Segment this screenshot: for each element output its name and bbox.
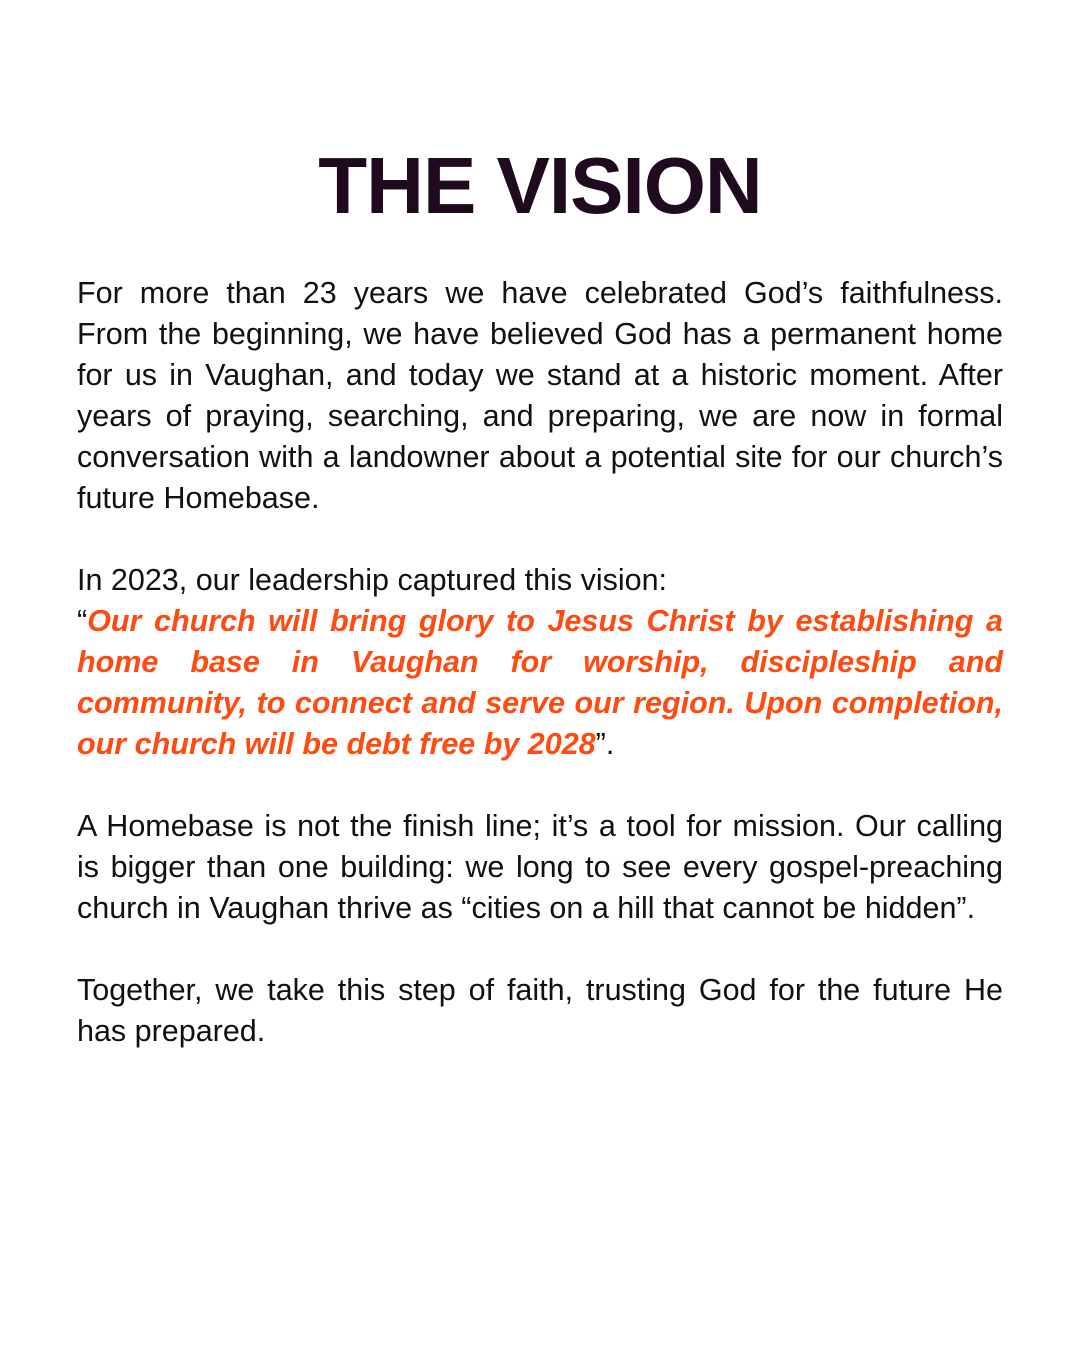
quote-close-mark: ”. [595, 727, 615, 761]
quote-open-mark: “ [77, 604, 88, 638]
page-title: THE VISION [318, 141, 762, 230]
paragraph-spacer [77, 765, 1003, 806]
lead-in-text: In 2023, our leadership captured this vision: [77, 563, 668, 597]
paragraph-spacer [77, 519, 1003, 560]
vision-statement: Our church will bring glory to Jesus Christ by establishing a home base in Vaughan for worship, discipleship and community, to connect and serve our region. Upon completion, our church will be debt free by 2028 [77, 604, 1003, 761]
vision-content [77, 273, 1003, 1052]
vision-statement-paragraph [77, 601, 1003, 765]
intro-paragraph: For more than 23 years we have celebrated God’s faithfulness. From the beginning, we have believed God has a permanent home for us in Vaughan, and today we stand at a historic moment. After years of praying, searching, and preparing, we are now in formal conversation with a landowner about a potential site for our church’s future Homebase. [77, 276, 1003, 515]
closing-paragraph: Together, we take this step of faith, trusting God for the future He has prepared. [77, 973, 1003, 1048]
mission-paragraph: A Homebase is not the finish line; it’s a tool for mission. Our calling is bigger than one building: we long to see every gospel-preaching church in Vaughan thrive as “cities on a hill that cannot be hidden”. [77, 809, 1003, 925]
paragraph-spacer [77, 929, 1003, 970]
